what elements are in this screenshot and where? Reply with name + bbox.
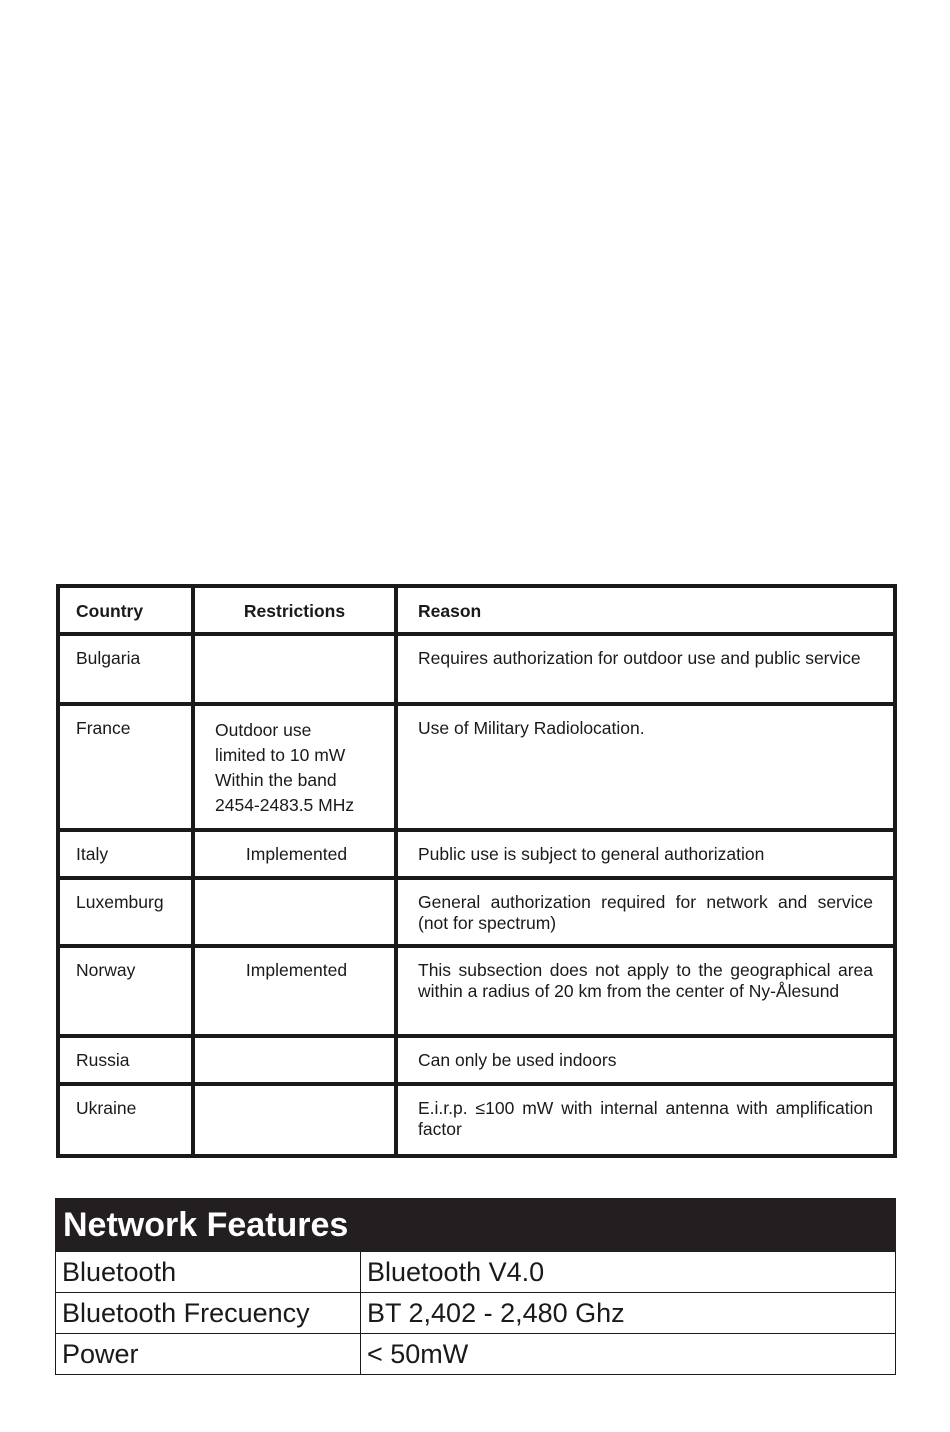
- table-row: [58, 1036, 895, 1084]
- reason-cell: E.i.r.p. ≤100 mW with internal antenna with amplification factor: [396, 1084, 895, 1156]
- table-row: [56, 1334, 896, 1375]
- table-row: [58, 946, 895, 1036]
- table-row: [56, 1293, 896, 1334]
- restrictions-cell: [193, 704, 396, 830]
- country-cell: France: [58, 704, 193, 830]
- table-row: [58, 634, 895, 704]
- feature-value: BT 2,402 - 2,480 Ghz: [361, 1293, 896, 1334]
- network-features-table: [55, 1198, 896, 1375]
- restriction-line: limited to 10 mW: [215, 745, 346, 765]
- reason-cell: Public use is subject to general authorization: [396, 830, 895, 878]
- header-reason: Reason: [396, 586, 895, 634]
- feature-value: Bluetooth V4.0: [361, 1252, 896, 1293]
- feature-label: Bluetooth Frecuency: [56, 1293, 361, 1334]
- reason-cell: This subsection does not apply to the geographical area within a radius of 20 km from the center of Ny-Ålesund: [396, 946, 895, 1036]
- country-cell: Luxemburg: [58, 878, 193, 946]
- reason-cell: General authorization required for network and service (not for spectrum): [396, 878, 895, 946]
- reason-cell: Can only be used indoors: [396, 1036, 895, 1084]
- feature-label: Bluetooth: [56, 1252, 361, 1293]
- restrictions-cell: [193, 634, 396, 704]
- restrictions-cell: [193, 1036, 396, 1084]
- reason-cell: Use of Military Radiolocation.: [396, 704, 895, 830]
- restriction-line: 2454-2483.5 MHz: [215, 795, 355, 815]
- table-row: [58, 878, 895, 946]
- network-features-title: Network Features: [56, 1199, 896, 1252]
- network-features-header: [56, 1199, 896, 1252]
- table-header-row: [58, 586, 895, 634]
- header-country: Country: [58, 586, 193, 634]
- country-cell: Russia: [58, 1036, 193, 1084]
- restrictions-cell: Implemented: [193, 830, 396, 878]
- country-cell: Italy: [58, 830, 193, 878]
- reason-cell: Requires authorization for outdoor use and public service: [396, 634, 895, 704]
- country-cell: Norway: [58, 946, 193, 1036]
- restrictions-cell: [193, 878, 396, 946]
- country-restrictions-table: [56, 584, 897, 1158]
- country-cell: Bulgaria: [58, 634, 193, 704]
- feature-value: < 50mW: [361, 1334, 896, 1375]
- header-restrictions: Restrictions: [193, 586, 396, 634]
- feature-label: Power: [56, 1334, 361, 1375]
- table-row: [56, 1252, 896, 1293]
- restriction-line: Within the band: [215, 770, 337, 790]
- restrictions-cell: Implemented: [193, 946, 396, 1036]
- table-row: [58, 704, 895, 830]
- table-row: [58, 1084, 895, 1156]
- country-cell: Ukraine: [58, 1084, 193, 1156]
- restriction-line: Outdoor use: [215, 720, 312, 740]
- table-row: [58, 830, 895, 878]
- restrictions-cell: [193, 1084, 396, 1156]
